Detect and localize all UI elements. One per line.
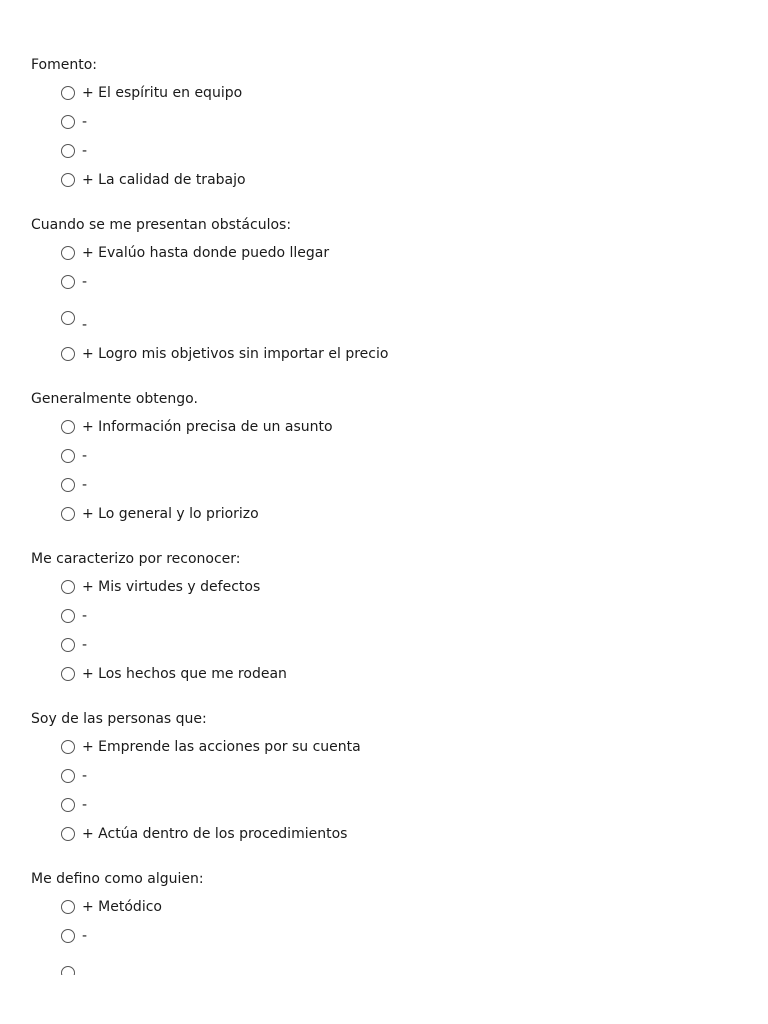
radio-button[interactable] xyxy=(61,900,75,914)
option-label: + Metódico xyxy=(82,899,162,915)
question-1-option-4[interactable] xyxy=(61,171,246,189)
radio-button[interactable] xyxy=(61,311,75,325)
radio-button[interactable] xyxy=(61,929,75,943)
question-3-option-2[interactable] xyxy=(61,447,87,465)
question-5-prompt: Soy de las personas que: xyxy=(31,711,207,727)
question-4-option-1[interactable] xyxy=(61,578,260,596)
option-label: - xyxy=(82,928,88,944)
radio-button[interactable] xyxy=(61,347,75,361)
question-5-option-2[interactable] xyxy=(61,767,87,785)
radio-button[interactable] xyxy=(61,275,75,289)
option-label: + Información precisa de un asunto xyxy=(82,419,333,435)
radio-button[interactable] xyxy=(61,478,75,492)
question-3-option-3[interactable] xyxy=(61,476,87,494)
question-3-prompt: Generalmente obtengo. xyxy=(31,391,198,407)
option-label: + Evalúo hasta donde puedo llegar xyxy=(82,245,330,261)
option-label: + Logro mis objetivos sin importar el precio xyxy=(82,346,389,362)
question-1-option-1[interactable] xyxy=(61,84,242,102)
question-6-option-1[interactable] xyxy=(61,898,162,916)
option-label: - xyxy=(82,114,88,130)
question-5-option-1[interactable] xyxy=(61,738,361,756)
question-6-prompt: Me defino como alguien: xyxy=(31,871,204,887)
question-1-option-3[interactable] xyxy=(61,142,87,160)
option-label: - xyxy=(82,143,88,159)
radio-button[interactable] xyxy=(61,449,75,463)
radio-button[interactable] xyxy=(61,115,75,129)
radio-button[interactable] xyxy=(61,667,75,681)
question-4-prompt: Me caracterizo por reconocer: xyxy=(31,551,241,567)
question-2-option-1[interactable] xyxy=(61,244,329,262)
question-4-option-2[interactable] xyxy=(61,607,87,625)
option-label: - xyxy=(82,797,88,813)
question-5-option-4[interactable] xyxy=(61,825,347,843)
option-label: + Actúa dentro de los procedimientos xyxy=(82,826,348,842)
radio-button[interactable] xyxy=(61,740,75,754)
question-2-option-4[interactable] xyxy=(61,345,388,363)
option-label: + Mis virtudes y defectos xyxy=(82,579,261,595)
question-4-option-3[interactable] xyxy=(61,636,87,654)
option-label: - xyxy=(82,608,88,624)
question-2-prompt: Cuando se me presentan obstáculos: xyxy=(31,217,292,233)
radio-button[interactable] xyxy=(61,246,75,260)
radio-button[interactable] xyxy=(61,86,75,100)
option-label: - xyxy=(82,477,88,493)
question-6-option-2[interactable] xyxy=(61,927,87,945)
option-label: + Emprende las acciones por su cuenta xyxy=(82,739,361,755)
option-label: + La calidad de trabajo xyxy=(82,172,246,188)
radio-button[interactable] xyxy=(61,798,75,812)
question-3-option-1[interactable] xyxy=(61,418,333,436)
question-5-option-3[interactable] xyxy=(61,796,87,814)
radio-button[interactable] xyxy=(61,827,75,841)
option-label: - xyxy=(82,448,88,464)
option-label: - xyxy=(82,317,88,333)
question-4-option-4[interactable] xyxy=(61,665,287,683)
option-label: - xyxy=(82,274,88,290)
radio-button[interactable] xyxy=(61,638,75,652)
question-2-option-2[interactable] xyxy=(61,273,87,291)
radio-button[interactable] xyxy=(61,580,75,594)
page-cutoff xyxy=(0,975,768,1024)
question-3-option-4[interactable] xyxy=(61,505,259,523)
radio-button[interactable] xyxy=(61,507,75,521)
radio-button[interactable] xyxy=(61,420,75,434)
option-label: + El espíritu en equipo xyxy=(82,85,243,101)
radio-button[interactable] xyxy=(61,144,75,158)
question-1-option-2[interactable] xyxy=(61,113,87,131)
option-label: + Lo general y lo priorizo xyxy=(82,506,259,522)
radio-button[interactable] xyxy=(61,173,75,187)
radio-button[interactable] xyxy=(61,769,75,783)
option-label: + Los hechos que me rodean xyxy=(82,666,287,682)
option-label: - xyxy=(82,637,88,653)
question-1-prompt: Fomento: xyxy=(31,57,98,73)
option-label: - xyxy=(82,768,88,784)
question-2-option-3[interactable] xyxy=(61,309,88,333)
radio-button[interactable] xyxy=(61,609,75,623)
